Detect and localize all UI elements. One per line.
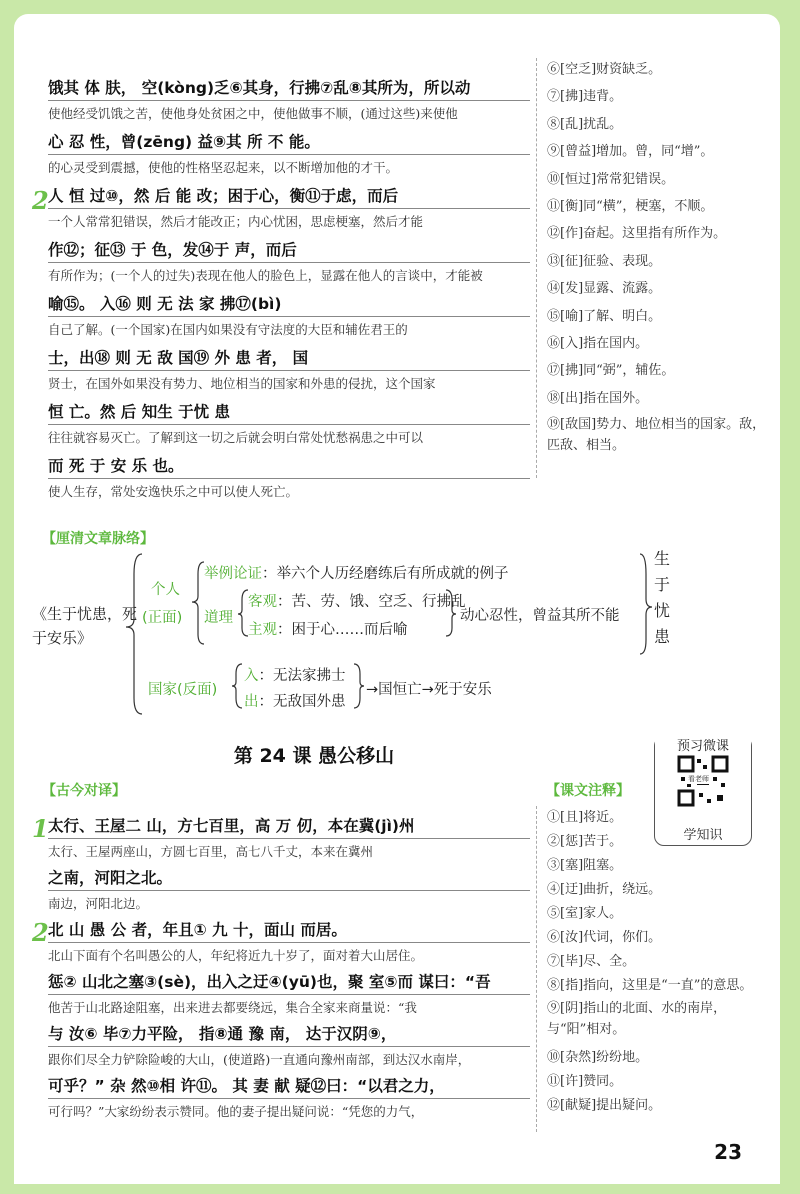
original-text-line: 饿其 体 肤， 空(kòng)乏⑥其身，行拂⑦乱⑧其所为，所以动 [48,76,530,101]
annotation-note: ⑪[衡]同“横”，梗塞，不顺。 [547,199,714,214]
annotation-note: ⑨[阴]指山的北面、水的南岸，与“阳”相对。 [547,1001,727,1037]
annotation-note: ⑰[拂]同“弼”，辅佐。 [547,363,675,379]
translation-line: 跟你们尽全力铲除险峻的大山，(使道路)一直通向豫州南部，到达汉水南岸， [48,1052,471,1067]
original-text-line: 可乎？” 杂 然⑩相 许⑪。 其 妻 献 疑⑫曰：“以君之力， [48,1074,530,1099]
original-text-line: 之南，河阳之北。 [48,866,530,891]
outline-out-text: ：无敌国外患 [258,694,346,710]
translation-line: 太行、王屋两座山，方圆七百里，高七八千丈，本来在冀州 [48,844,374,859]
annotation-note: ②[惩]苦于。 [547,834,623,849]
qr-center-label: 看老师 [688,775,709,783]
original-text-line: 太行、王屋二 山，方七百里，高 万 仞，本在冀(jì)州 [48,814,530,839]
translation-line: 南边，河阳北边。 [48,896,149,911]
outline-state: 国家 [148,682,177,698]
original-text-line: 心 忍 性，曾(zēng) 益⑨其 所 不 能。 [48,130,530,155]
qr-bottom-label: 学知识 [683,828,723,843]
translation-line: 一个人常常犯错误，然后才能改正；内心忧困，思虑梗塞，然后才能 [48,214,424,229]
annotation-note: ⑦[毕]尽、全。 [547,954,636,969]
qr-top-label: 预习微课 [655,735,751,754]
textbook-page [14,14,780,1184]
annotation-note: ⑮[喻]了解、明白。 [547,308,662,324]
page-number: 23 [714,1140,742,1164]
lesson-title: 第 24 课 愚公移山 [233,745,395,767]
translation-line: 使他经受饥饿之苦，使他身处贫困之中，使他做事不顺，(通过这些)来使他 [48,106,458,121]
translation-line: 往往就容易灭亡。了解到这一切之后就会明白常处忧愁祸患之中可以 [48,430,424,445]
outline-example-text: ：举六个人历经磨练后有所成就的例子 [262,566,509,582]
original-text-line: 惩② 山北之塞③(sè)，出入之迂④(yū)也，聚 室⑤而 谋曰：“吾 [48,970,530,995]
outline-heading: 【厘清文章脉络】 [42,531,154,547]
outline-reason: 道理 [204,610,233,626]
outline-out-label: 出 [244,694,259,710]
translation-line: 有所作为；(一个人的过失)表现在他人的脸色上，显露在他人的言谈中，才能被 [48,268,483,283]
annotation-note: ⑪[许]赞同。 [547,1074,623,1089]
annotation-note: ③[塞]阻塞。 [547,858,623,873]
original-text-line: 恒 亡。然 后 知生 于忧 患 [48,400,530,425]
paragraph-number: 2 [32,186,49,215]
translation-line: 的心灵受到震撼，使他的性格坚忍起来，以不断增加他的才干。 [48,160,399,175]
paragraph-number: 1 [32,814,49,843]
outline-objective-text: ：苦、劳、饿、空乏、行拂乱 [277,594,466,610]
annotation-note: ⑥[空乏]财资缺乏。 [547,62,662,77]
annotation-note: ⑩[恒过]常常犯错误。 [547,171,675,187]
translation-line: 北山下面有个名叫愚公的人，年纪将近九十岁了，面对着大山居住。 [48,948,424,963]
outline-root: 《生于忧患，死于安乐》 [32,605,138,647]
translation-line: 贤士，在国外如果没有势力、地位相当的国家和外患的侵扰，这个国家 [48,376,436,391]
annotation-note: ④[迂]曲折，绕远。 [547,882,662,897]
translation-line: 可行吗？”大家纷纷表示赞同。他的妻子提出疑问说：“凭您的力气， [48,1104,424,1119]
paragraph-number: 2 [32,918,49,947]
annotation-note: ⑯[入]指在国内。 [547,336,649,351]
outline-back: (反面) [177,682,218,698]
annotation-note: ⑧[指]指向，这里是“一直”的意思。 [547,978,753,993]
translation-heading: 【古今对译】 [42,783,126,799]
annotation-note: ⑨[曾益]增加。曾，同“增”。 [547,144,714,160]
outline-conclusion: 生于忧患 [654,549,671,646]
original-text-line: 士，出⑱ 则 无 敌 国⑲ 外 患 者， 国 [48,346,530,371]
translation-line: 自己了解。(一个国家)在国内如果没有守法度的大臣和辅佐君王的 [48,322,408,337]
outline-in-label: 入 [244,668,259,684]
outline-subjective-text: ：困于心……而后喻 [277,622,408,638]
annotation-note: ⑲[敌国]势力、地位相当的国家。敌，匹敌、相当。 [547,417,766,454]
annotation-note: ⑤[室]家人。 [547,906,623,921]
annotation-note: ①[且]将近。 [547,810,623,825]
outline-result: 动心忍性，曾益其所不能 [460,608,620,624]
outline-subjective-label: 主观 [248,622,277,638]
annotation-note: ⑥[汝]代词，你们。 [547,930,662,945]
original-text-line: 人 恒 过⑩，然 后 能 改；困于心，衡⑪于虑，而后 [48,184,530,209]
translation-line: 他苦于山北路途阻塞，出来进去都要绕远，集合全家来商量说：“我 [48,1000,417,1015]
outline-in-text: ：无法家拂士 [258,668,346,684]
annotation-note: ⑫[作]奋起。这里指有所作为。 [547,226,727,242]
translation-line: 使人生存，常处安逸快乐之中可以使人死亡。 [48,484,299,499]
original-text-line: 北 山 愚 公 者，年且① 九 十，面山 而居。 [48,918,530,943]
outline-example-label: 举例论证 [204,566,262,582]
annotation-note: ⑭[发]显露、流露。 [547,281,662,297]
original-text-line: 而 死 于 安 乐 也。 [48,454,530,479]
original-text-line: 喻⑮。 入⑯ 则 无 法 家 拂⑰(bì) [48,292,530,317]
outline-personal: 个人 [151,582,180,598]
original-text-line: 与 汝⑥ 毕⑦力平险， 指⑧通 豫 南， 达于汉阴⑨， [48,1022,530,1047]
annotation-note: ⑩[杂然]纷纷地。 [547,1050,649,1065]
annotation-note: ⑱[出]指在国外。 [547,390,649,406]
original-text-line: 作⑫；征⑬ 于 色，发⑭于 声，而后 [48,238,530,263]
outline-objective-label: 客观 [248,594,277,610]
outline-front: (正面) [142,610,183,626]
notes-column-2 [536,806,777,1132]
annotation-note: ⑦[拂]违背。 [547,89,623,105]
annotation-note: ⑫[献疑]提出疑问。 [547,1098,662,1113]
outline-state-result: →国恒亡→死于安乐 [366,682,492,698]
annotation-heading: 【课文注释】 [546,783,630,799]
annotation-note: ⑧[乱]扰乱。 [547,116,623,132]
annotation-note: ⑬[征]征验、表现。 [547,253,662,269]
